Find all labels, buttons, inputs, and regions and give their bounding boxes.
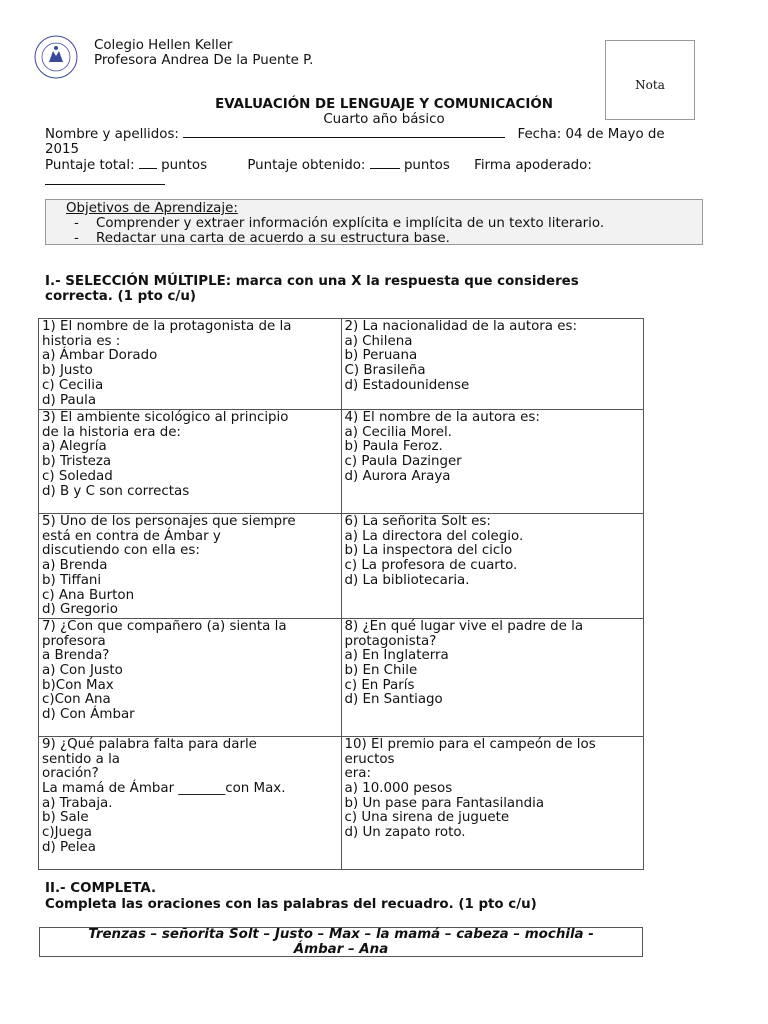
question-text: 1) El nombre de la protagonista de la — [42, 319, 292, 334]
question-line: d) Paula — [42, 392, 97, 408]
question-line: d) B y C son correctas — [42, 483, 190, 499]
question-line: c) La profesora de cuarto. — [344, 558, 518, 574]
school-name: Colegio Hellen Keller — [94, 38, 233, 53]
question-cell — [39, 410, 342, 514]
school-info — [94, 38, 313, 68]
question-line: protagonista? — [344, 633, 437, 649]
question-line: b) En Chile — [344, 663, 418, 679]
section-multiple-choice-heading: I.- SELECCIÓN MÚLTIPLE: marca con una X la respuesta que consideres correcta. (1 pto c/u) — [45, 274, 579, 304]
signature-label: Firma apoderado: — [474, 158, 592, 173]
question-line: d) Pelea — [42, 839, 96, 855]
question-text: 2) La nacionalidad de la autora es: — [344, 319, 577, 334]
question-line: d) Aurora Araya — [344, 468, 451, 484]
question-line: b) Tristeza — [42, 454, 112, 470]
question-line: c) Ana Burton — [42, 587, 135, 603]
name-label: Nombre y apellidos: — [45, 127, 179, 142]
question-line: d) En Santiago — [344, 692, 443, 708]
question-line: a) Ámbar Dorado — [42, 348, 158, 364]
question-line: a) Cecilia Morel. — [344, 424, 452, 440]
question-line: b) Justo — [42, 363, 93, 379]
question-line: sentido a la — [42, 751, 121, 767]
total-score-suffix: puntos — [161, 158, 208, 173]
question-text: 5) Uno de los personajes que siempre — [42, 514, 296, 529]
exam-title-sub: Cuarto año básico — [323, 112, 445, 127]
question-line: historia es : — [42, 333, 121, 349]
multiple-choice-table — [38, 318, 644, 870]
word-bank-box — [39, 927, 643, 957]
question-cell — [341, 736, 644, 869]
question-line: c) Cecilia — [42, 377, 104, 393]
question-line: está en contra de Ámbar y — [42, 528, 221, 544]
question-cell — [39, 319, 342, 410]
question-line: a) 10.000 pesos — [344, 781, 453, 797]
question-line: a) Chilena — [344, 333, 413, 349]
question-line: La mamá de Ámbar _______con Max. — [42, 781, 286, 797]
question-line: d) Un zapato roto. — [344, 825, 466, 841]
question-line: c) En París — [344, 677, 415, 693]
question-line: c)Juega — [42, 825, 92, 841]
question-line: b)Con Max — [42, 677, 114, 693]
section-complete-heading: II.- COMPLETA. Completa las oraciones con las palabras del recuadro. (1 pto c/u) — [45, 881, 537, 912]
question-text: 3) El ambiente sicológico al principio — [42, 410, 289, 425]
teacher-name: Profesora Andrea De la Puente P. — [94, 53, 314, 68]
signature-blank[interactable] — [45, 173, 165, 185]
question-line: c) Paula Dazinger — [344, 454, 462, 470]
question-line: b) La inspectora del ciclo — [344, 543, 513, 559]
question-text: 10) El premio para el campeón de los — [344, 736, 596, 752]
question-cell — [341, 514, 644, 619]
question-line: a Brenda? — [42, 648, 110, 664]
student-fields — [45, 126, 665, 189]
question-text: 4) El nombre de la autora es: — [344, 410, 540, 425]
question-line: b) Paula Feroz. — [344, 439, 443, 455]
question-line: b) Un pase para Fantasilandia — [344, 795, 545, 811]
question-line: a) Alegría — [42, 439, 107, 455]
question-cell — [341, 618, 644, 736]
question-cell — [39, 736, 342, 869]
question-line: profesora — [42, 633, 106, 649]
question-cell — [39, 618, 342, 736]
question-text: 9) ¿Qué palabra falta para darle — [42, 736, 257, 752]
question-text: 7) ¿Con que compañero (a) sienta la — [42, 618, 287, 634]
question-line: a) Con Justo — [42, 663, 123, 679]
question-line: a) Brenda — [42, 558, 108, 574]
question-line: discutiendo con ella es: — [42, 543, 200, 559]
objective-item: - Comprender y extraer información explícita e implícita de un texto literario. — [74, 216, 605, 231]
question-line: eructos — [344, 751, 395, 767]
question-cell — [341, 410, 644, 514]
question-text: 8) ¿En qué lugar vive el padre de la — [344, 618, 584, 634]
question-line: a) En Inglaterra — [344, 648, 449, 664]
question-line: de la historia era de: — [42, 424, 181, 440]
question-cell — [341, 319, 644, 410]
date-year: 2015 — [45, 142, 80, 157]
obtained-score-label: Puntaje obtenido: — [247, 158, 366, 173]
learning-objectives — [45, 199, 703, 245]
objectives-heading: Objetivos de Aprendizaje: — [66, 201, 238, 216]
question-line: a) La directora del colegio. — [344, 528, 524, 544]
question-line: c)Con Ana — [42, 692, 111, 708]
question-line: a) Trabaja. — [42, 795, 113, 811]
objective-item: - Redactar una carta de acuerdo a su estructura base. — [74, 231, 450, 246]
word-bank-line: Trenzas – señorita Solt – Justo – Max – la mamá – cabeza – mochila - — [88, 927, 594, 942]
question-text: 6) La señorita Solt es: — [344, 514, 491, 529]
question-line: d) La bibliotecaria. — [344, 572, 470, 588]
total-score-label: Puntaje total: — [45, 158, 135, 173]
obtained-score-blank[interactable] — [370, 157, 400, 169]
grade-label: Nota — [635, 78, 665, 92]
obtained-score-suffix: puntos — [403, 158, 450, 173]
question-line: d) Con Ámbar — [42, 707, 135, 723]
date-label: Fecha: 04 de Mayo de — [517, 127, 665, 142]
exam-title — [0, 97, 768, 127]
question-cell — [39, 514, 342, 619]
word-bank-line: Ámbar – Ana — [293, 941, 389, 957]
question-line: era: — [344, 766, 371, 782]
question-line: C) Brasileña — [344, 363, 426, 379]
total-score-blank[interactable] — [139, 157, 157, 169]
question-line: c) Una sirena de juguete — [344, 810, 510, 826]
school-logo — [33, 34, 79, 80]
question-line: d) Estadounidense — [344, 377, 470, 393]
question-line: b) Tiffani — [42, 572, 102, 588]
question-line: b) Sale — [42, 810, 89, 826]
question-line: d) Gregorio — [42, 602, 118, 618]
question-line: c) Soledad — [42, 468, 113, 484]
name-blank[interactable] — [183, 126, 505, 138]
exam-title-main: EVALUACIÓN DE LENGUAJE Y COMUNICACIÓN — [215, 97, 553, 112]
question-line: b) Peruana — [344, 348, 418, 364]
question-line: oración? — [42, 766, 99, 782]
